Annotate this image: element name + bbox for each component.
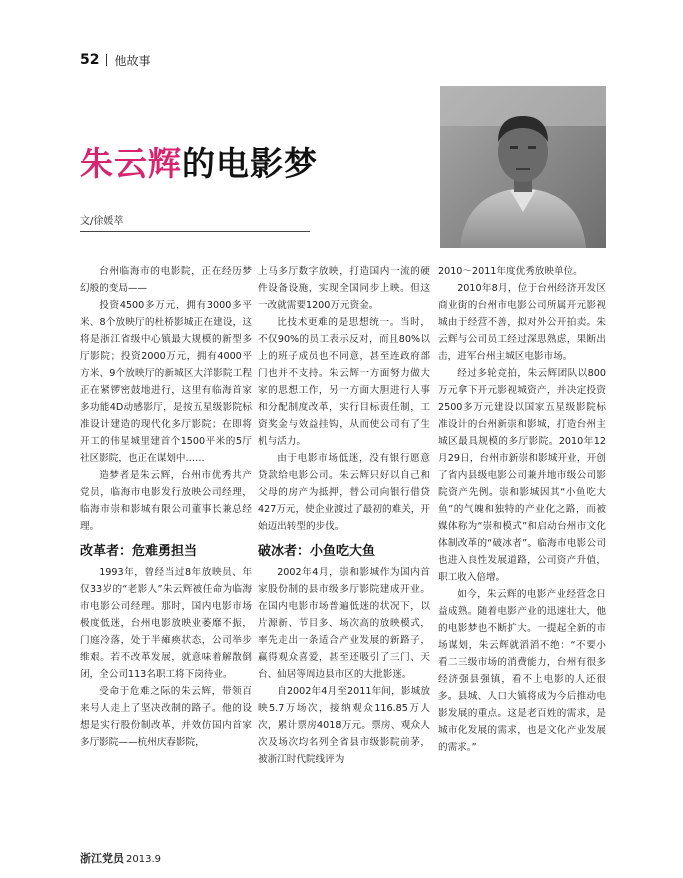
title-rest: 的电影梦 xyxy=(182,144,318,183)
paragraph: 如今，朱云辉的电影产业经营念日益成熟。随着电影产业的迅速壮大，他的电影梦也不断扩大。一提起全新的市场谋划，朱云辉就滔滔不绝：“不要小看二三级市场的消费能力，台州有很多经济强县强镇，看不上电影的人还很多。县城、人口大镇将成为今后推动电影发展的重点。这是老百姓的需求，是城市化发展的需求，也是文化产业发展的需求。” xyxy=(438,589,606,753)
header-divider xyxy=(106,54,107,66)
byline: 文/徐媛萃 xyxy=(80,216,124,227)
article-column-1 xyxy=(80,263,252,751)
page-number: 52 xyxy=(80,52,100,68)
paragraph: 投资4500多万元，拥有3000多平米、8个放映厅的杜桥影城正在建设，这将是浙江省级中心镇最大规模的新型多厅影院；投资2000万元，拥有4000平方米、9个放映厅的新城区大洋影院工程正在紧锣密鼓地进行，这里有临海首家多功能4D动感影厅，是按五星级影院标准设计建造的现代化多厅影院；在即将开工的伟星城里建首个1500平米的5厅社区影院，也正在谋划中…… xyxy=(80,300,252,464)
paragraph: 1993年，曾经当过8年放映员、年仅33岁的“老影人”朱云辉被任命为临海市电影公司经理。那时，国内电影市场极度低迷，台州电影放映业萎靡不振，门庭冷落，处于半瘫痪状态，公司举步维艰。若不改革发展，就意味着解散倒闭，全公司113名职工将下岗待业。 xyxy=(80,567,252,680)
paragraph: 上马多厅数字放映，打造国内一流的硬件设备设施，实现全国同步上映。但这一改就需要1200万元资金。 xyxy=(258,266,430,311)
paragraph: 台州临海市的电影院，正在经历梦幻般的变局—— xyxy=(80,266,252,294)
portrait-image xyxy=(440,86,606,248)
paragraph: 2010～2011年度优秀放映单位。 xyxy=(438,266,583,277)
section-name: 他故事 xyxy=(114,53,151,68)
page-footer xyxy=(80,850,161,866)
byline-rule xyxy=(80,231,310,232)
paragraph: 2010年8月，位于台州经济开发区商业街的台州市电影公司所属开元影视城由于经营不善，拟对外公开拍卖。朱云辉与公司员工经过深思熟虑，果断出击，进军台州主城区电影市场。 xyxy=(438,283,606,362)
paragraph: 造梦者是朱云辉，台州市优秀共产党员，临海市电影发行放映公司经理，临海市崇和影城有限公司董事长兼总经理。 xyxy=(80,470,252,532)
title-highlight: 朱云辉 xyxy=(80,144,182,183)
paragraph: 受命于危难之际的朱云辉，带领百来号人走上了坚决改制的路子。他的设想是实行股份制改革，并效仿国内首家多厅影院——杭州庆春影院， xyxy=(80,686,252,748)
paragraph: 2002年4月，崇和影城作为国内首家股份制的县市级多厅影院建成开业。在国内电影市场普遍低迷的状况下，以片源新、节目多、场次高的放映模式，率先走出一条适合产业发展的新路子，赢得观众喜爱，甚至还吸引了三门、天台、仙居等周边县市区的大批影迷。 xyxy=(258,567,430,680)
issue-date: 2013.9 xyxy=(126,854,161,865)
magazine-logo: 浙江党员 xyxy=(80,852,124,865)
portrait-photo xyxy=(440,86,606,248)
paragraph: 比技术更难的是思想统一。当时，不仅90%的员工表示反对，而且80%以上的班子成员也不同意，甚至连政府部门也并不支持。朱云辉一方面努力做大家的思想工作，另一方面大胆进行人事和分配制度改革，实行目标责任制，工资奖金与效益挂钩，从而使公司有了生机与活力。 xyxy=(258,317,430,447)
article-column-2 xyxy=(258,263,430,768)
subheading: 改革者：危难勇担当 xyxy=(80,544,198,559)
page-header xyxy=(80,50,151,70)
paragraph: 自2002年4月至2011年间，影城放映5.7万场次，接纳观众116.85万人次，累计票房4018万元。票房、观众人次及场次均名列全省县市级影院前茅，被浙江时代院线评为 xyxy=(258,686,430,765)
article-column-3 xyxy=(438,263,606,756)
paragraph: 经过多轮竞拍，朱云辉团队以800万元拿下开元影视城资产，并决定投资2500多万元建设以国家五星级影院标准设计的台州新崇和影城，打造台州主城区最具规模的多厅影院。2010年12月29日，台州市新崇和影城开业，开创了省内县级电影公司兼并地市级公司影院资产先例。崇和影城因其“小鱼吃大鱼”的气魄和独特的产业化之路，而被媒体称为“崇和模式”和启动台州市文化体制改革的“破冰者”。临海市电影公司也进入良性发展道路，公司资产升值，职工收入倍增。 xyxy=(438,368,606,583)
paragraph: 由于电影市场低迷，没有银行愿意贷款给电影公司。朱云辉只好以自己和父母的房产为抵押，替公司向银行借贷427万元，使企业渡过了最初的难关，开始迈出转型的步伐。 xyxy=(258,453,430,532)
article-title xyxy=(80,138,318,185)
subheading: 破冰者：小鱼吃大鱼 xyxy=(258,544,376,559)
